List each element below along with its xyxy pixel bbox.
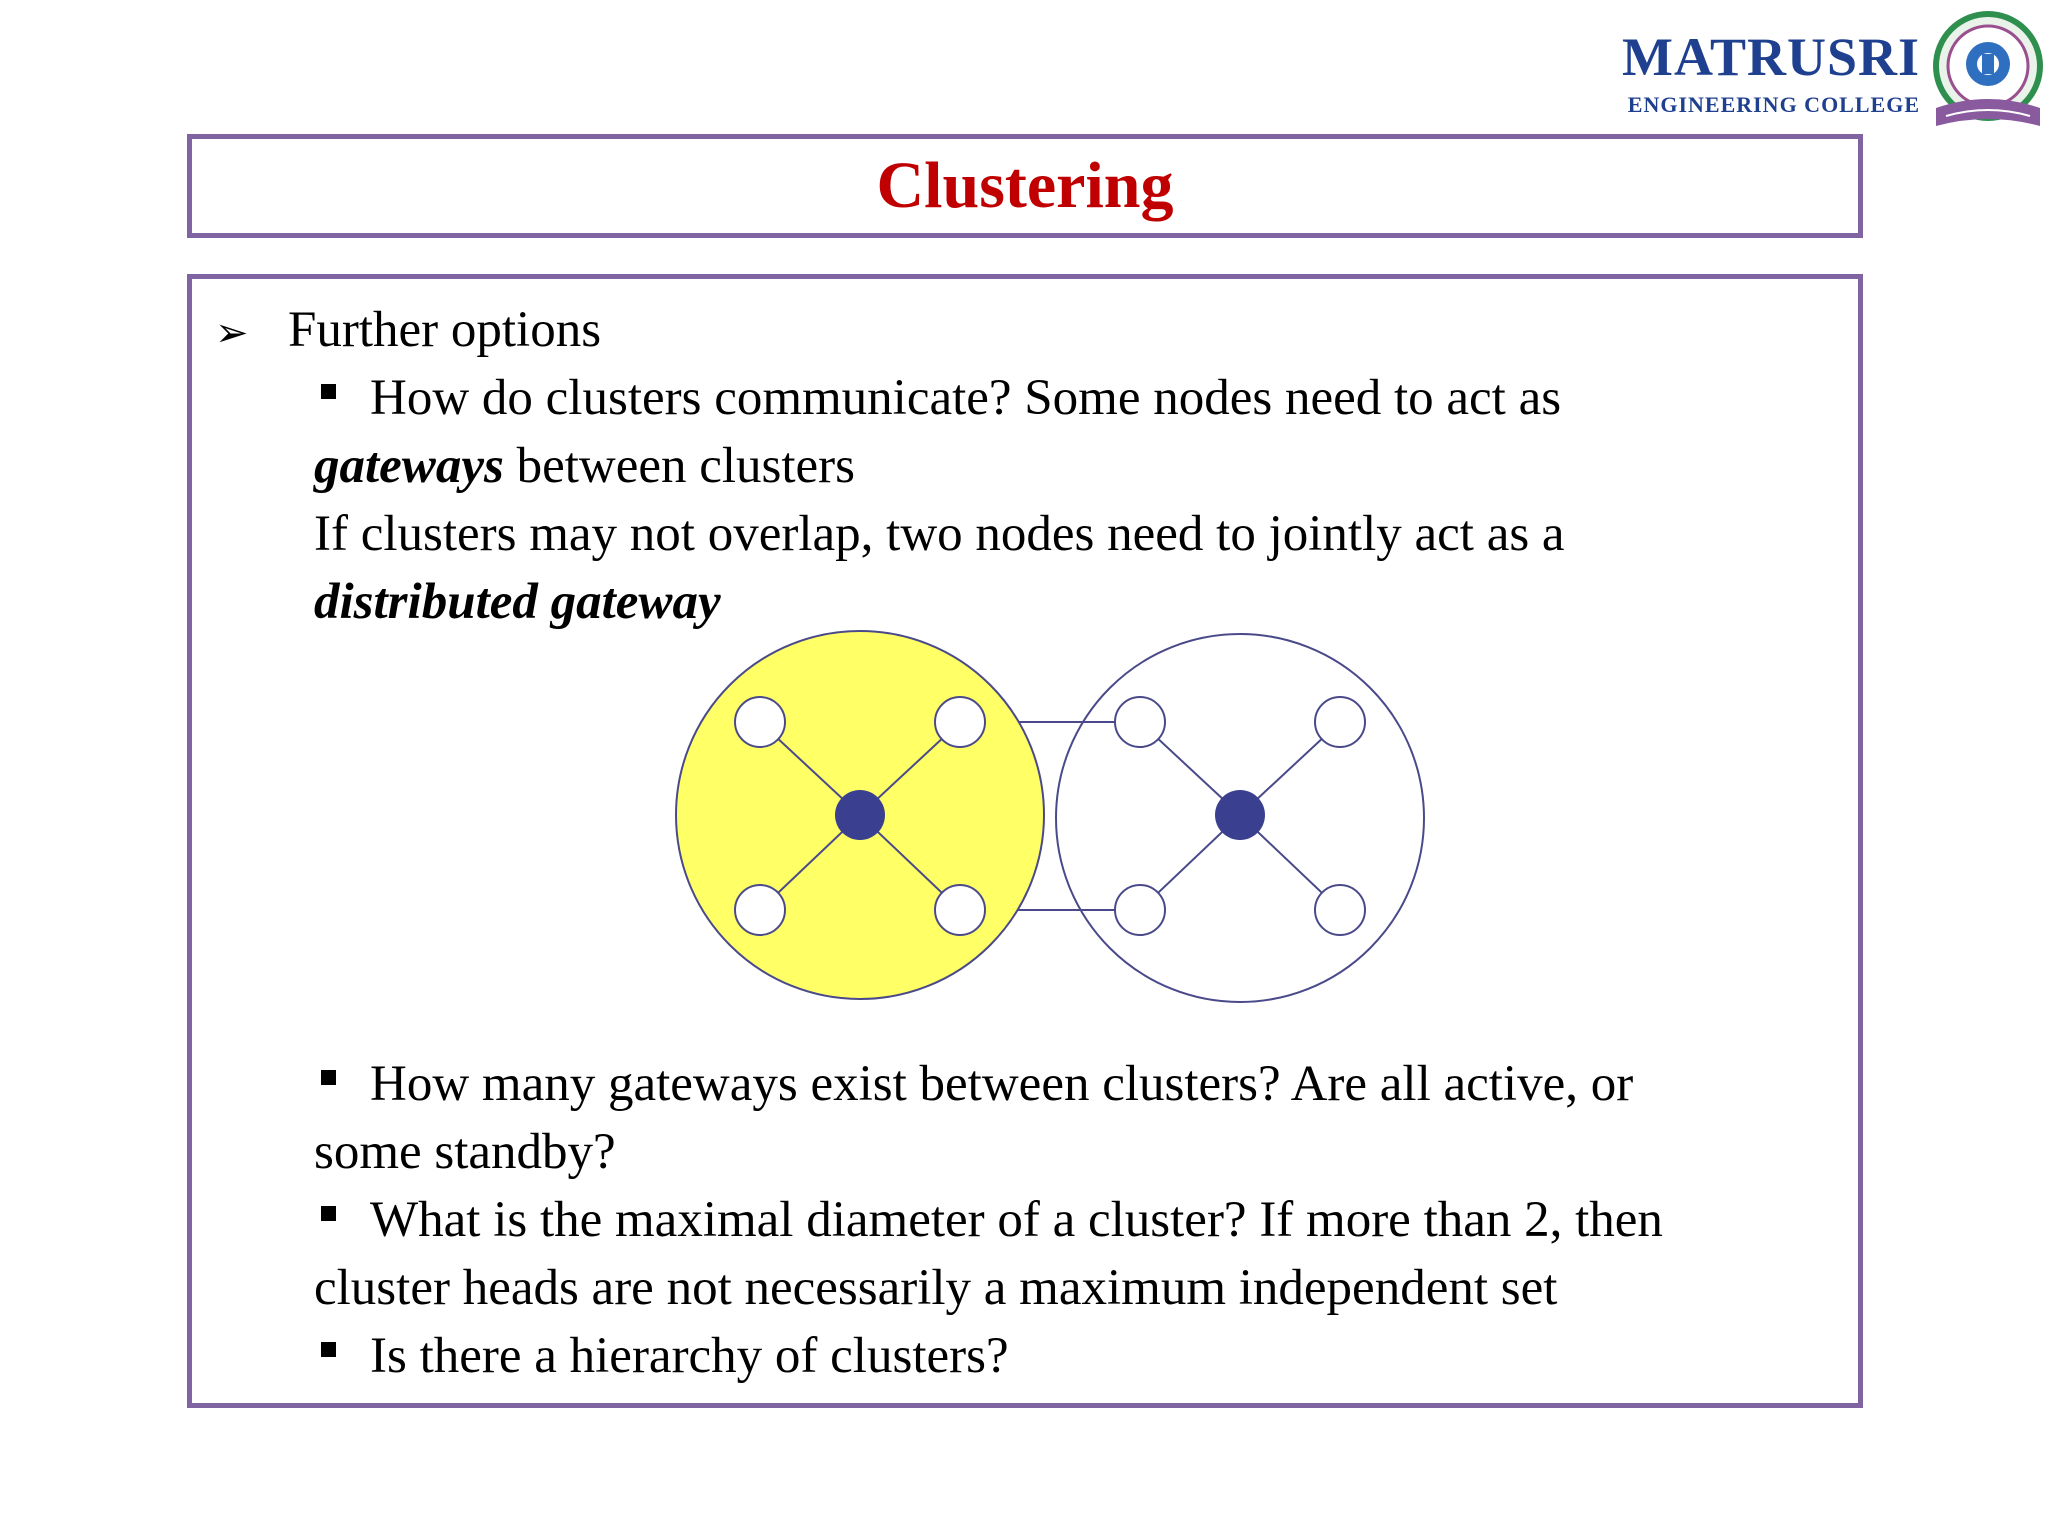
- bullet-further-options: Further options: [288, 302, 602, 358]
- right-gateway-node-top: [1115, 697, 1165, 747]
- left-cluster-head: [835, 790, 885, 840]
- sub-bullet-hierarchy: Is there a hierarchy of clusters?: [370, 1328, 1009, 1384]
- right-gateway-node-bottom: [1115, 885, 1165, 935]
- college-brand: [1600, 27, 1920, 117]
- right-node-br: [1315, 885, 1365, 935]
- college-logo-icon: [1922, 4, 2048, 140]
- sub-bullet-gateways-count-cont: some standby?: [314, 1124, 616, 1180]
- sub-bullet-gateways-count: How many gateways exist between clusters? Are all active, or: [370, 1056, 1634, 1112]
- title-box: [187, 134, 1863, 238]
- right-node-tr: [1315, 697, 1365, 747]
- between-clusters-text: between clusters: [503, 438, 856, 494]
- left-gateway-node-top: [935, 697, 985, 747]
- slide-title: Clustering: [876, 149, 1174, 222]
- overlap-text: If clusters may not overlap, two nodes need to jointly act as a: [314, 506, 1565, 562]
- square-bullet-icon: [321, 1070, 336, 1085]
- square-bullet-icon: [321, 1342, 336, 1357]
- left-node-bl: [735, 885, 785, 935]
- brand-subtitle: ENGINEERING COLLEGE: [1627, 92, 1920, 117]
- square-bullet-icon: [321, 384, 336, 399]
- left-node-tl: [735, 697, 785, 747]
- sub-bullet-diameter-cont: cluster heads are not necessarily a maximum independent set: [314, 1260, 1558, 1316]
- brand-name: MATRUSRI: [1621, 27, 1920, 87]
- sub-bullet-communicate: How do clusters communicate? Some nodes need to act as: [370, 370, 1562, 426]
- sub-bullet-communicate-cont: [314, 438, 856, 494]
- cluster-gateway-diagram: [672, 624, 1632, 1024]
- distributed-gateway-emphasis: distributed gateway: [314, 574, 721, 630]
- right-cluster-head: [1215, 790, 1265, 840]
- content-box: [187, 274, 1863, 1408]
- left-gateway-node-bottom: [935, 885, 985, 935]
- gateways-emphasis: gateways: [314, 438, 504, 494]
- arrow-bullet-icon: ➢: [215, 310, 249, 356]
- sub-bullet-diameter: What is the maximal diameter of a cluster? If more than 2, then: [370, 1192, 1663, 1248]
- square-bullet-icon: [321, 1206, 336, 1221]
